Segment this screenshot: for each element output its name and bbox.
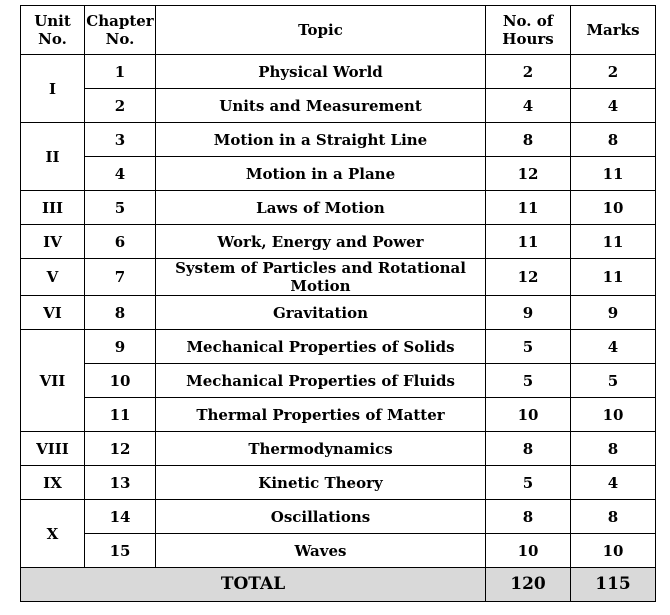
topic-cell: Waves <box>156 534 486 568</box>
syllabus-table <box>20 5 656 602</box>
topic-cell: Kinetic Theory <box>156 466 486 500</box>
topic-cell: Gravitation <box>156 296 486 330</box>
marks-cell: 5 <box>571 364 656 398</box>
hours-cell: 11 <box>486 225 571 259</box>
chapter-cell: 2 <box>85 89 156 123</box>
table-row <box>21 55 656 89</box>
unit-cell: VI <box>21 296 85 330</box>
topic-cell: Work, Energy and Power <box>156 225 486 259</box>
marks-cell: 8 <box>571 432 656 466</box>
unit-cell: III <box>21 191 85 225</box>
marks-cell: 8 <box>571 500 656 534</box>
marks-cell: 10 <box>571 191 656 225</box>
unit-cell: II <box>21 123 85 191</box>
hours-cell: 5 <box>486 330 571 364</box>
hours-cell: 8 <box>486 432 571 466</box>
table-row <box>21 191 656 225</box>
chapter-cell: 10 <box>85 364 156 398</box>
chapter-cell: 7 <box>85 259 156 296</box>
table-row <box>21 89 656 123</box>
topic-cell: Mechanical Properties of Fluids <box>156 364 486 398</box>
topic-cell: Oscillations <box>156 500 486 534</box>
hours-cell: 10 <box>486 398 571 432</box>
table-row <box>21 296 656 330</box>
chapter-cell: 8 <box>85 296 156 330</box>
unit-cell: VIII <box>21 432 85 466</box>
topic-cell: Laws of Motion <box>156 191 486 225</box>
chapter-cell: 15 <box>85 534 156 568</box>
marks-cell: 11 <box>571 157 656 191</box>
table-row <box>21 534 656 568</box>
hours-header: No. of Hours <box>486 6 571 55</box>
hours-cell: 12 <box>486 157 571 191</box>
topic-cell: Motion in a Straight Line <box>156 123 486 157</box>
hours-cell: 4 <box>486 89 571 123</box>
marks-cell: 10 <box>571 534 656 568</box>
hours-cell: 12 <box>486 259 571 296</box>
unit-cell: I <box>21 55 85 123</box>
chapter-no-header: Chapter No. <box>85 6 156 55</box>
marks-cell: 11 <box>571 259 656 296</box>
topic-cell: System of Particles and Rotational Motion <box>156 259 486 296</box>
total-hours: 120 <box>486 568 571 602</box>
marks-header: Marks <box>571 6 656 55</box>
chapter-cell: 11 <box>85 398 156 432</box>
chapter-cell: 6 <box>85 225 156 259</box>
topic-header: Topic <box>156 6 486 55</box>
chapter-cell: 9 <box>85 330 156 364</box>
hours-cell: 8 <box>486 123 571 157</box>
table-row <box>21 466 656 500</box>
hours-cell: 2 <box>486 55 571 89</box>
marks-cell: 4 <box>571 466 656 500</box>
marks-cell: 9 <box>571 296 656 330</box>
table-row <box>21 364 656 398</box>
chapter-cell: 14 <box>85 500 156 534</box>
chapter-cell: 1 <box>85 55 156 89</box>
unit-cell: IX <box>21 466 85 500</box>
hours-cell: 11 <box>486 191 571 225</box>
hours-cell: 10 <box>486 534 571 568</box>
chapter-cell: 4 <box>85 157 156 191</box>
total-row <box>21 568 656 602</box>
topic-cell: Thermodynamics <box>156 432 486 466</box>
table-row <box>21 123 656 157</box>
unit-cell: V <box>21 259 85 296</box>
hours-cell: 5 <box>486 364 571 398</box>
table-row <box>21 259 656 296</box>
total-label: TOTAL <box>21 568 486 602</box>
table-row <box>21 225 656 259</box>
header-row <box>21 6 656 55</box>
hours-cell: 9 <box>486 296 571 330</box>
topic-cell: Motion in a Plane <box>156 157 486 191</box>
chapter-cell: 12 <box>85 432 156 466</box>
table-row <box>21 398 656 432</box>
unit-cell: VII <box>21 330 85 432</box>
table-row <box>21 432 656 466</box>
topic-cell: Thermal Properties of Matter <box>156 398 486 432</box>
table-row <box>21 157 656 191</box>
chapter-cell: 3 <box>85 123 156 157</box>
table-row <box>21 500 656 534</box>
chapter-cell: 13 <box>85 466 156 500</box>
marks-cell: 4 <box>571 330 656 364</box>
topic-cell: Units and Measurement <box>156 89 486 123</box>
marks-cell: 11 <box>571 225 656 259</box>
unit-cell: IV <box>21 225 85 259</box>
total-marks: 115 <box>571 568 656 602</box>
unit-cell: X <box>21 500 85 568</box>
unit-no-header: Unit No. <box>21 6 85 55</box>
marks-cell: 10 <box>571 398 656 432</box>
chapter-cell: 5 <box>85 191 156 225</box>
topic-cell: Mechanical Properties of Solids <box>156 330 486 364</box>
hours-cell: 8 <box>486 500 571 534</box>
marks-cell: 4 <box>571 89 656 123</box>
marks-cell: 8 <box>571 123 656 157</box>
topic-cell: Physical World <box>156 55 486 89</box>
hours-cell: 5 <box>486 466 571 500</box>
marks-cell: 2 <box>571 55 656 89</box>
table-row <box>21 330 656 364</box>
